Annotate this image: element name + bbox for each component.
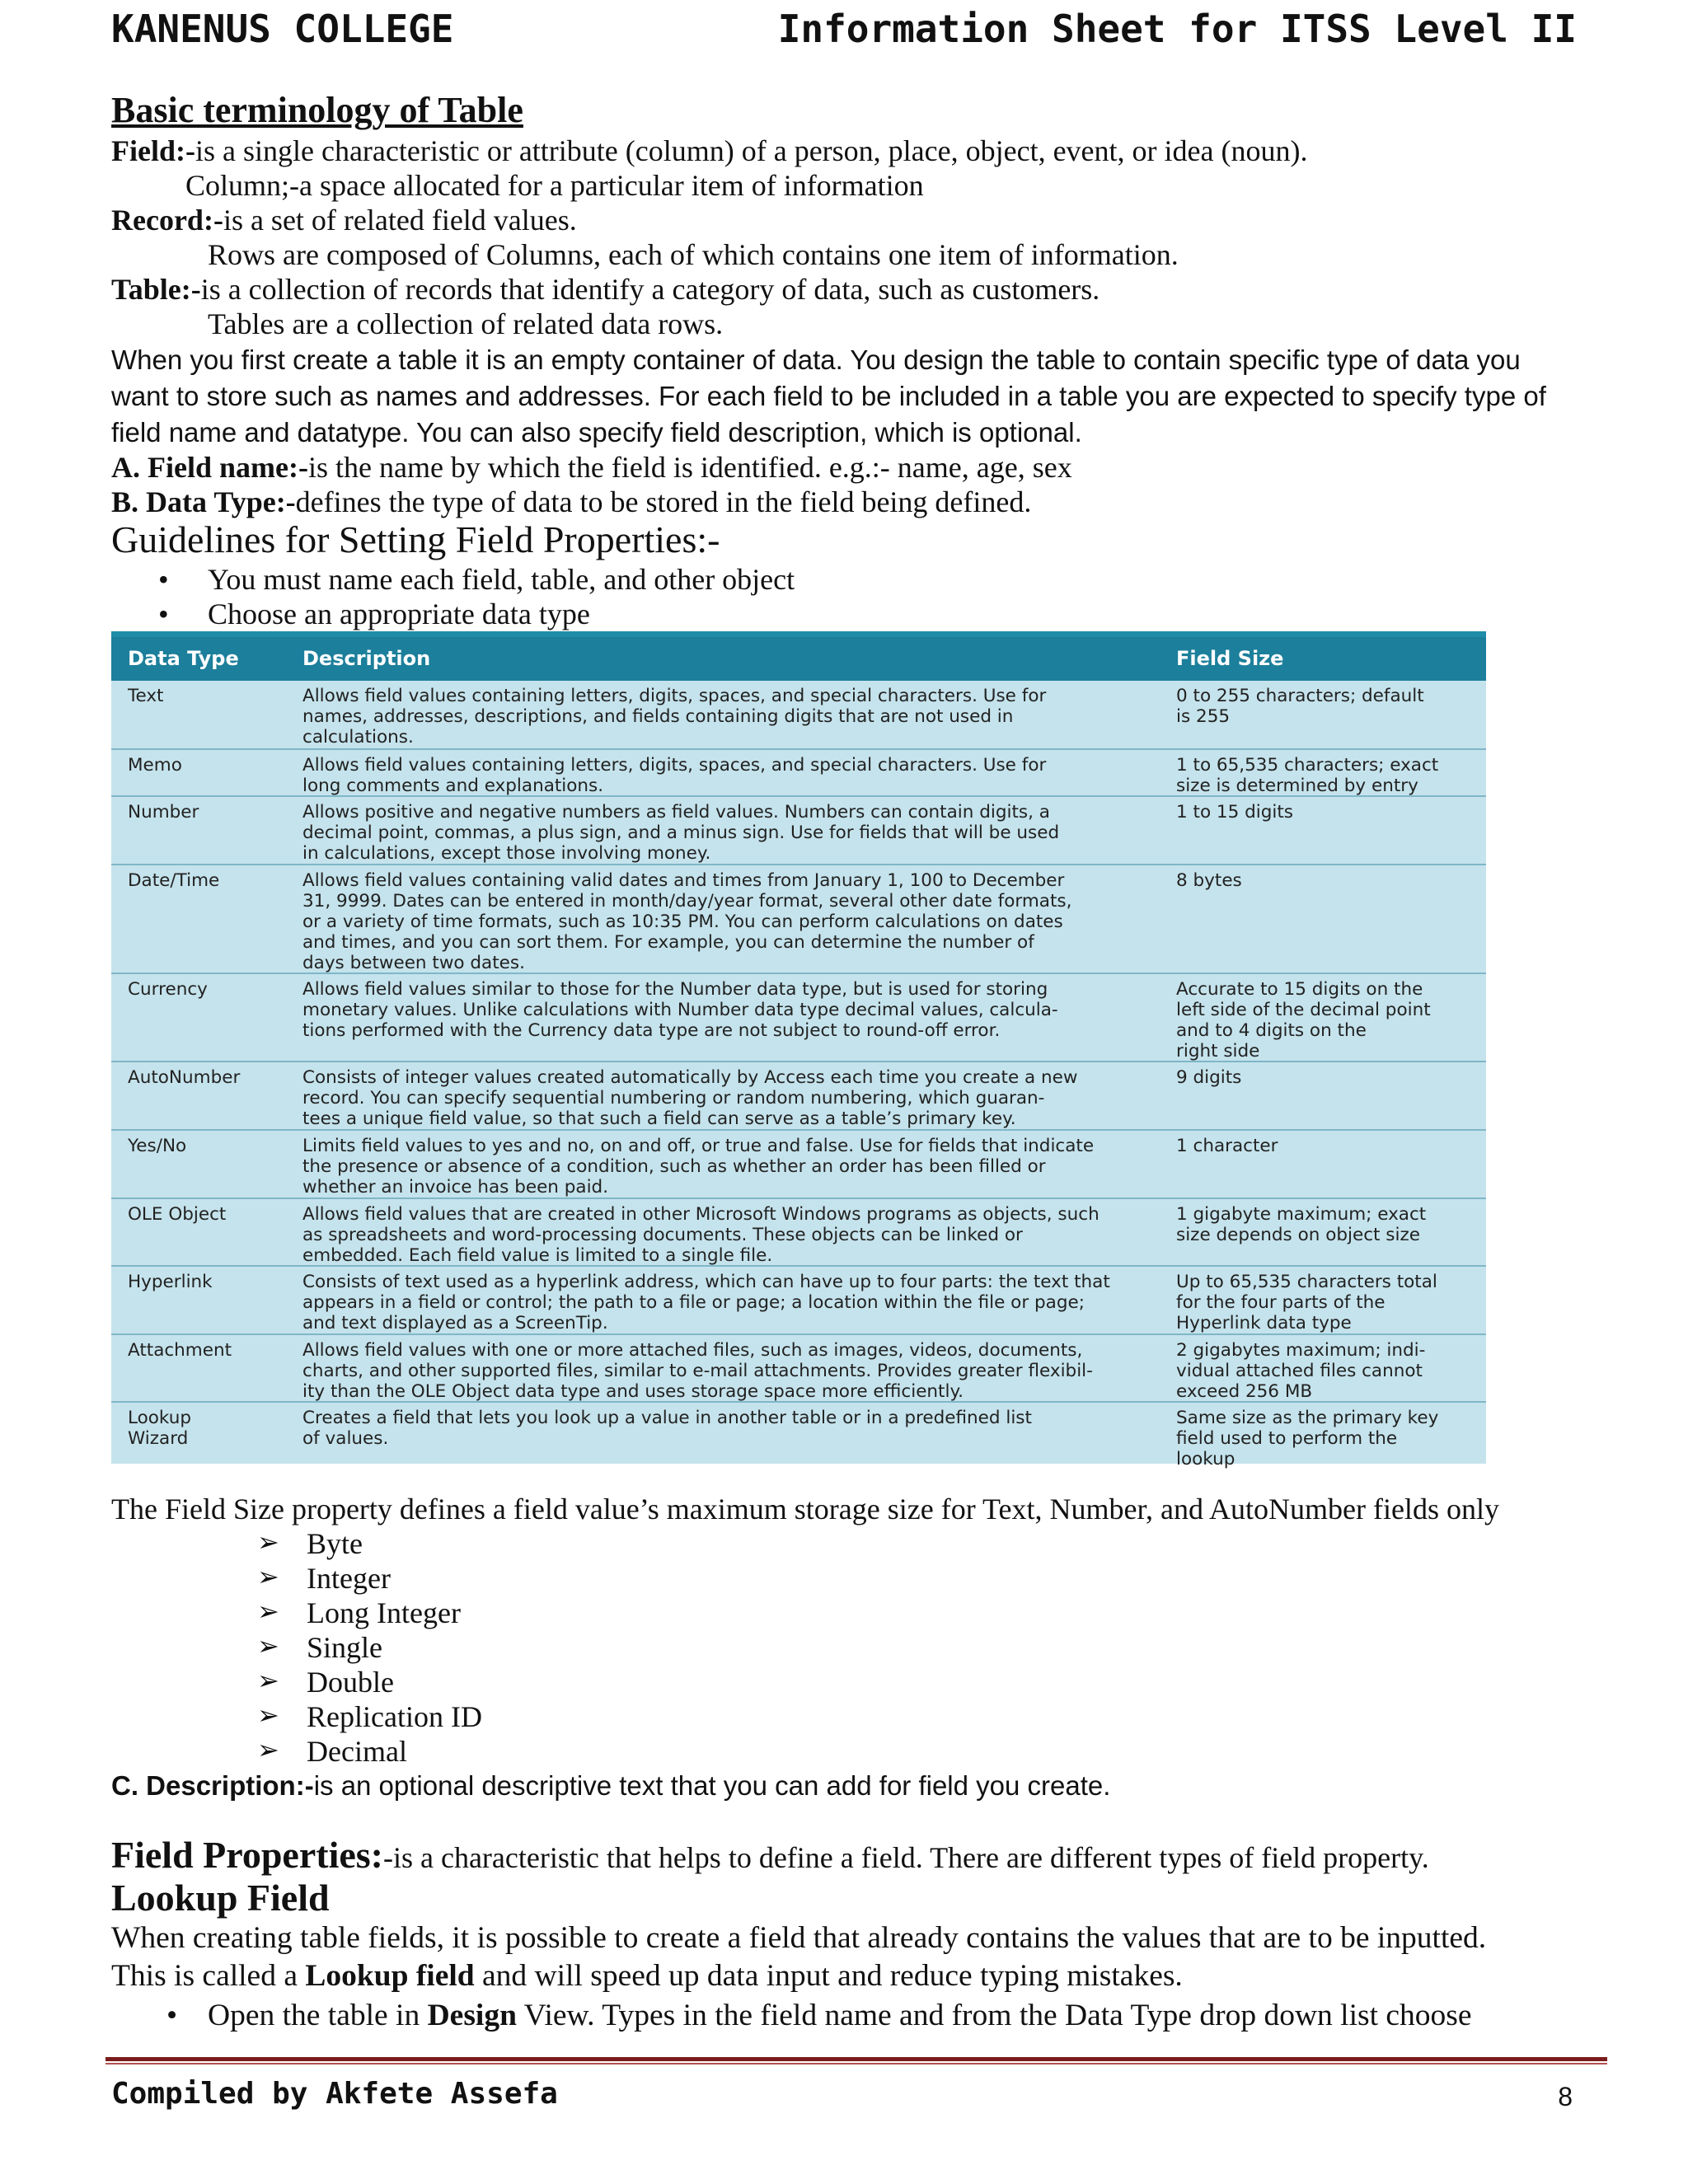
column-header-data-type: Data Type (128, 647, 239, 670)
footer-divider (106, 2063, 1607, 2064)
description-cell: Allows field values containing letters, digits, spaces, and special characters. Use for long comments and explanations. (302, 755, 1047, 796)
field-properties-def: -is a characteristic that helps to define a field. There are different types of field property. (383, 1841, 1429, 1874)
footer-divider (106, 2057, 1607, 2061)
arrow-bullet-icon: ➢ (257, 1596, 279, 1626)
field-name-definition (111, 450, 1072, 485)
field-size-cell: Up to 65,535 characters total for the four parts of the Hyperlink data type (1176, 1272, 1437, 1333)
field-size-option: Long Integer (307, 1596, 461, 1629)
field-size-cell: 1 character (1176, 1136, 1278, 1156)
bullet-icon: • (158, 563, 169, 596)
description-cell: Allows field values that are created in other Microsoft Windows programs as objects, such as spreadsheets and word-processing documents. These objects can be linked or embedded. Each field value is limited to a single file. (302, 1204, 1100, 1266)
record-term: Record:- (111, 204, 223, 237)
table-row (111, 972, 1486, 1062)
arrow-bullet-icon: ➢ (257, 1666, 279, 1695)
description-cell: Allows positive and negative numbers as field values. Numbers can contain digits, a decimal point, commas, a plus sign, and a minus sign. Use for fields that will be used in calculations, except those involving money. (302, 802, 1060, 864)
text-run: This is called a (111, 1959, 306, 1993)
table-row (111, 748, 1486, 796)
field-size-cell: 0 to 255 characters; default is 255 (1176, 686, 1424, 727)
paragraph-line: When you first create a table it is an empty container of data. You design the table to contain specific type of data you (111, 344, 1521, 375)
data-type-table (111, 631, 1486, 1469)
data-type-cell: Memo (128, 755, 182, 776)
data-type-cell: AutoNumber (128, 1067, 241, 1088)
text-run: View. Types in the field name and from the Data Type drop down list choose (516, 1999, 1472, 2032)
data-type-definition (111, 485, 1031, 519)
lookup-field-heading: Lookup Field (111, 1877, 330, 1919)
guidelines-heading: Guidelines for Setting Field Properties:- (111, 518, 720, 560)
field-size-option: Double (307, 1666, 394, 1699)
arrow-bullet-icon: ➢ (257, 1700, 279, 1730)
arrow-bullet-icon: ➢ (257, 1735, 279, 1765)
field-size-option: Integer (307, 1562, 391, 1595)
column-header-field-size: Field Size (1176, 647, 1284, 670)
column-header-description: Description (302, 647, 431, 670)
description-cell: Allows field values similar to those for the Number data type, but is used for storing monetary values. Unlike calculations with Number data type decimal values, calcula- tions performed with the Currency data type are not subject to round-off error. (302, 979, 1058, 1041)
sheet-title: Information Sheet for ITSS Level II (777, 7, 1577, 51)
arrow-bullet-icon: ➢ (257, 1631, 279, 1661)
text-run: and will speed up data input and reduce typing mistakes. (474, 1959, 1183, 1993)
field-size-option: Byte (307, 1527, 363, 1560)
field-size-cell: 2 gigabytes maximum; indi- vidual attached files cannot exceed 256 MB (1176, 1340, 1426, 1402)
field-size-option: Single (307, 1631, 383, 1664)
field-term: Field:- (111, 134, 195, 167)
field-size-cell: Accurate to 15 digits on the left side of the decimal point and to 4 digits on the right side (1176, 979, 1431, 1062)
lookup-field-term: Lookup field (305, 1959, 475, 1993)
guideline-item: You must name each field, table, and other object (208, 563, 795, 596)
field-size-cell: 1 to 15 digits (1176, 802, 1293, 823)
field-size-cell: 8 bytes (1176, 870, 1242, 891)
tables-definition: Tables are a collection of related data rows. (208, 307, 724, 340)
table-term: Table:- (111, 273, 201, 306)
guideline-item: Choose an appropriate data type (208, 598, 590, 630)
text-run: Open the table in (208, 1999, 428, 2032)
description-cell: Allows field values containing valid dates and times from January 1, 100 to December 31, 9999. Dates can be entered in month/day/year format, several other date formats, or a variety of time formats, such as 10:35 PM. You can perform calculations on dates and times, and you can sort them. For example, you can determine the number of days between two dates. (302, 870, 1072, 973)
field-size-cell: Same size as the primary key field used to perform the lookup (1176, 1408, 1439, 1469)
field-size-cell: 1 to 65,535 characters; exact size is determined by entry (1176, 755, 1439, 796)
table-row (111, 1197, 1486, 1266)
footer-author: Compiled by Akfete Assefa (111, 2077, 558, 2111)
table-row (111, 1061, 1486, 1129)
arrow-bullet-icon: ➢ (257, 1527, 279, 1557)
college-name: KANENUS COLLEGE (111, 7, 454, 51)
field-size-cell: 1 gigabyte maximum; exact size depends on object size (1176, 1204, 1427, 1245)
data-type-term: B. Data Type:- (111, 485, 296, 518)
table-row (111, 1265, 1486, 1333)
data-type-cell: Date/Time (128, 870, 220, 891)
description-cell: Limits field values to yes and no, on and off, or true and false. Use for fields that indicate the presence or absence of a condition, such as whether an order has been filled or whether an invoice has been paid. (302, 1136, 1095, 1197)
table-row (111, 1401, 1486, 1469)
data-type-cell: OLE Object (128, 1204, 227, 1225)
field-name-def: is the name by which the field is identified. e.g.:- name, age, sex (307, 451, 1072, 484)
data-type-cell: Text (128, 686, 164, 706)
arrow-bullet-icon: ➢ (257, 1562, 279, 1591)
lookup-step (208, 1998, 1472, 2033)
data-type-cell: Hyperlink (128, 1272, 213, 1292)
description-cell: Allows field values containing letters, digits, spaces, and special characters. Use for names, addresses, descriptions, and fields containing digits that are not used in calculations. (302, 686, 1047, 748)
lookup-paragraph-line (111, 1958, 1183, 1994)
basic-terminology-heading: Basic terminology of Table (111, 90, 523, 130)
table-row (111, 1129, 1486, 1197)
bullet-icon: • (166, 1999, 178, 2032)
description-term: C. Description:- (111, 1770, 314, 1801)
field-name-term: A. Field name:- (111, 451, 308, 484)
paragraph-line: field name and datatype. You can also specify field description, which is optional. (111, 417, 1082, 448)
bullet-icon: • (158, 598, 169, 630)
column-definition: Column;-a space allocated for a particular item of information (185, 169, 924, 202)
page-number: 8 (1558, 2082, 1573, 2111)
description-cell: Consists of text used as a hyperlink address, which can have up to four parts: the text that appears in a field or control; the path to a file or page; a location within the file or page; and text displayed as a ScreenTip. (302, 1272, 1110, 1333)
description-cell: Creates a field that lets you look up a value in another table or in a predefined list of values. (302, 1408, 1032, 1449)
data-type-cell: Lookup Wizard (128, 1408, 191, 1449)
data-type-cell: Attachment (128, 1340, 232, 1361)
description-definition (111, 1770, 1110, 1802)
record-def: is a set of related field values. (223, 204, 577, 237)
record-definition (111, 203, 577, 237)
field-size-option: Replication ID (307, 1700, 482, 1733)
description-cell: Consists of integer values created automatically by Access each time you create a new record. You can specify sequential numbering or random numbering, which guaran- tees a unique field value, so that such a field can serve as a table’s primary key. (302, 1067, 1078, 1129)
field-size-cell: 9 digits (1176, 1067, 1242, 1088)
description-cell: Allows field values with one or more attached files, such as images, videos, documents, charts, and other supported files, similar to e-mail attachments. Provides greater flexibil- ity than the OLE Object data type and uses storage space more efficiently. (302, 1340, 1093, 1402)
data-type-cell: Currency (128, 979, 208, 1000)
table-row (111, 864, 1486, 973)
field-size-intro: The Field Size property defines a field value’s maximum storage size for Text, Number, and AutoNumber fields only (111, 1493, 1499, 1526)
description-def: is an optional descriptive text that you can add for field you create. (313, 1770, 1111, 1801)
paragraph-line: want to store such as names and addresses. For each field to be included in a table you are expected to specify type of (111, 381, 1546, 411)
lookup-paragraph-line: When creating table fields, it is possible to create a field that already contains the values that are to be inputted. (111, 1921, 1487, 1955)
table-row (111, 795, 1486, 864)
rows-definition: Rows are composed of Columns, each of which contains one item of information. (208, 238, 1179, 271)
field-def: is a single characteristic or attribute (column) of a person, place, object, event, or idea (noun). (195, 134, 1308, 167)
table-def: is a collection of records that identify a category of data, such as customers. (200, 273, 1100, 306)
data-type-def: defines the type of data to be stored in the field being defined. (295, 485, 1032, 518)
field-properties-term: Field Properties: (111, 1834, 383, 1876)
table-definition (111, 272, 1100, 307)
data-type-cell: Yes/No (128, 1136, 187, 1156)
data-type-cell: Number (128, 802, 199, 823)
table-row (111, 1333, 1486, 1402)
field-properties-definition (111, 1833, 1429, 1877)
table-header (111, 637, 1486, 681)
design-term: Design (427, 1999, 517, 2032)
field-size-option: Decimal (307, 1735, 407, 1768)
field-definition (111, 134, 1307, 168)
